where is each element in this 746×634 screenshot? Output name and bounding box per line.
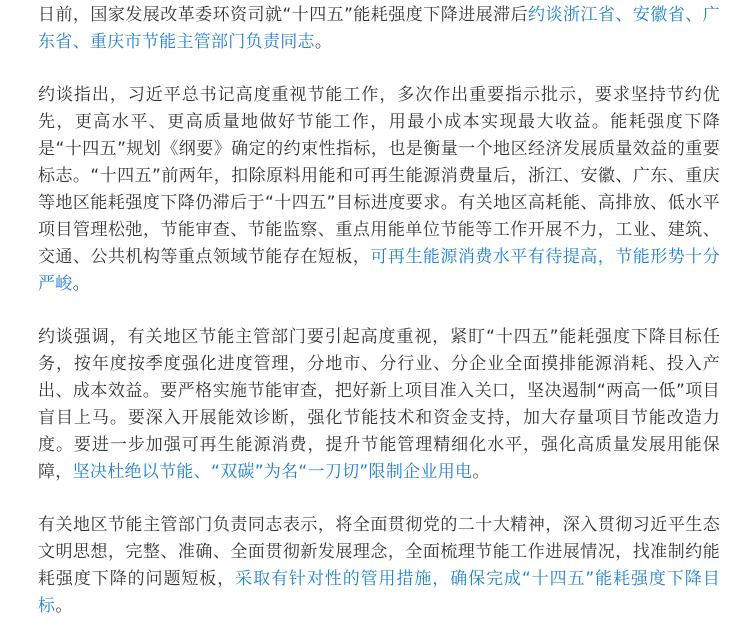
paragraph-1 [38,0,720,56]
paragraph-4 [38,512,720,620]
paragraph-3-text: 约谈强调，有关地区节能主管部门要引起高度重视，紧盯“十四五”能耗强度下降目标任务，按年度按季度强化进度管理，分地市、分行业、分企业全面摸排能源消耗、投入产出、成本效益。要严格实施节能审查，把好新上项目准入关口，坚决遏制“两高一低”项目盲目上马。要深入开展能效诊断，强化节能技术和资金支持，加大存量项目节能改造力度。要进一步加强可再生能源消费，提升节能管理精细化水平，强化高质量发展用能保障， [38,327,720,482]
paragraph-2 [38,82,720,298]
paragraph-3-highlight: 坚决杜绝以节能、“双碳”为名“一刀切”限制企业用电 [72,462,473,482]
paragraph-3-tail: 。 [472,462,490,482]
paragraph-4-tail: 。 [55,596,73,616]
paragraph-1-text: 日前，国家发展改革委环资司就“十四五”能耗强度下降进展滞后 [38,5,529,25]
paragraph-2-highlight: 可再生能源消费水平有待提高，节能形势十分严峻 [38,247,721,294]
paragraph-1-tail: 。 [314,32,333,52]
paragraph-3 [38,324,720,486]
paragraph-2-tail: 。 [72,274,90,294]
paragraph-4-highlight: 采取有针对性的管用措施，确保完成“十四五”能耗强度下降目标 [38,569,720,616]
paragraph-4-text: 有关地区节能主管部门负责同志表示，将全面贯彻党的二十大精神，深入贯彻习近平生态文明思想，完整、准确、全面贯彻新发展理念，全面梳理节能工作进展情况，找准制约能耗强度下降的问题短板， [38,515,720,589]
paragraph-1-highlight: 约谈浙江省、安徽省、广东省、重庆市节能主管部门负责同志 [38,5,720,52]
paragraph-2-text: 约谈指出，习近平总书记高度重视节能工作，多次作出重要指示批示，要求坚持节约优先，更高水平、更高质量地做好节能工作，用最小成本实现最大收益。能耗强度下降是“十四五”规划《纲要》确定的约束性指标，也是衡量一个地区经济发展质量效益的重要标志。“十四五”前两年，扣除原料用能和可再生能源消费量后，浙江、安徽、广东、重庆等地区能耗强度下降仍滞后于“十四五”目标进度要求。有关地区高耗能、高排放、低水平项目管理松弛，节能审查、节能监察、重点用能单位节能等工作开展不力，工业、建筑、交通、公共机构等重点领域节能存在短板， [38,85,720,267]
